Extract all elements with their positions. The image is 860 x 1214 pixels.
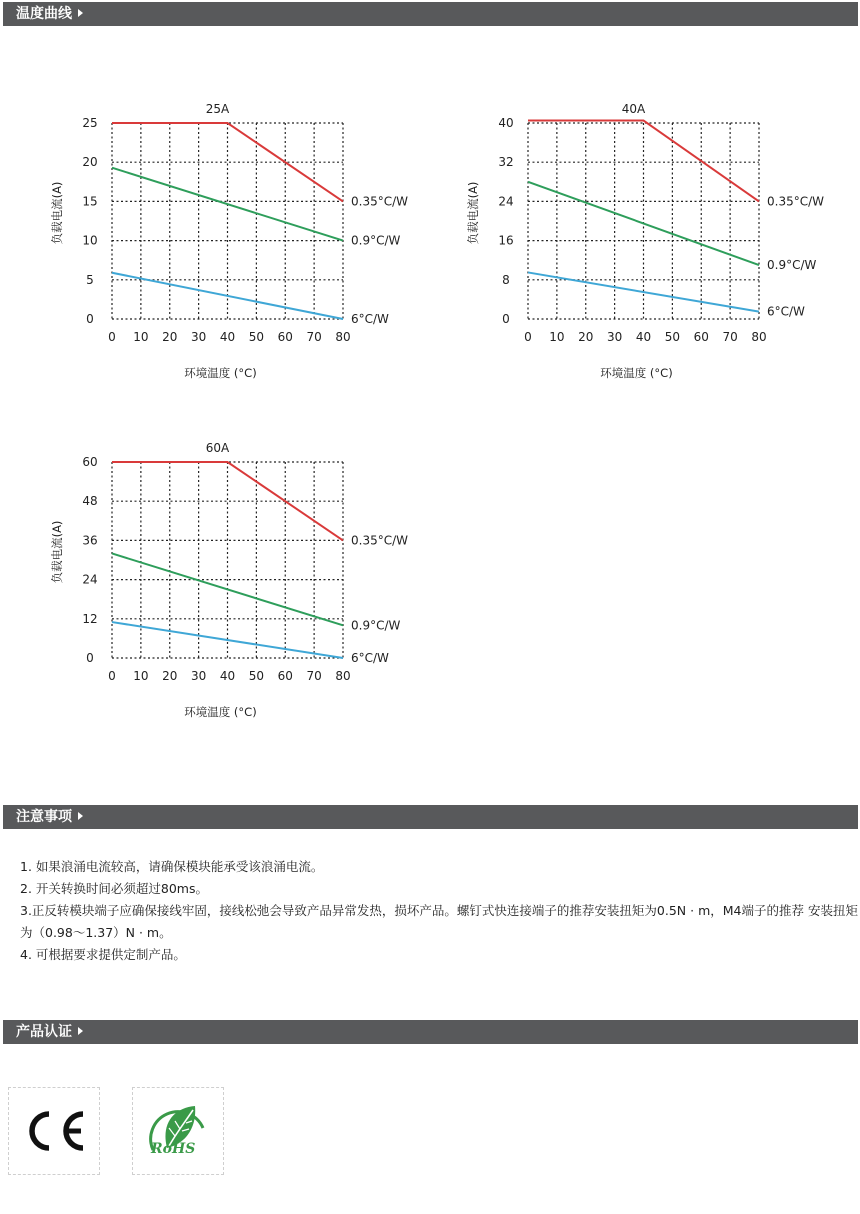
y-tick-label: 40 (498, 116, 514, 130)
series-label: 0.9°C/W (351, 618, 401, 633)
y-tick-label: 24 (82, 572, 98, 587)
y-tick-label: 60 (82, 455, 98, 469)
rohs-cert-box (132, 1087, 224, 1175)
note-item: 2. 开关转换时间必须超过80ms。 (20, 881, 208, 896)
series-line (528, 182, 759, 265)
y-tick-label: 10 (82, 233, 98, 248)
x-tick-label: 70 (306, 669, 322, 683)
y-axis-label: 负载电流(A) (50, 181, 64, 245)
note-item: 3.正反转模块端子应确保接线牢固，接线松弛会导致产品异常发热，损坏产品。螺钉式快连接端子的推荐安装扭矩为0.5N · m，M4端子的推荐 安装扭矩为（0.98～1.37）N · m。 (20, 903, 858, 940)
x-tick-label: 60 (693, 330, 709, 344)
section-title: 产品认证 (16, 1024, 72, 1040)
x-tick-label: 10 (133, 669, 149, 683)
x-tick-label: 0 (524, 330, 532, 344)
section-title: 注意事项 (16, 809, 72, 825)
chart-svg (40, 434, 420, 734)
y-tick-label: 20 (82, 155, 98, 170)
y-axis-label: 负载电流(A) (466, 181, 480, 245)
y-axis-label: 负载电流(A) (50, 520, 64, 584)
x-tick-label: 60 (277, 330, 293, 344)
y-tick-label: 25 (82, 116, 98, 130)
x-tick-label: 20 (162, 669, 178, 683)
section-notes (3, 805, 858, 829)
series-label: 0.9°C/W (351, 233, 401, 248)
chart-25a (40, 95, 420, 399)
x-tick-label: 80 (335, 330, 351, 344)
x-tick-label: 40 (219, 330, 236, 344)
x-axis-label: 环境温度 (°C) (184, 705, 257, 719)
grid (528, 123, 759, 319)
rohs-leaf-icon (133, 1088, 223, 1174)
caret-right-icon (78, 9, 83, 17)
y-tick-label: 12 (82, 611, 98, 626)
y-tick-label: 15 (82, 194, 98, 209)
x-tick-label: 80 (335, 669, 351, 683)
y-tick-label: 8 (502, 272, 510, 287)
series-line (528, 272, 759, 311)
series-line (112, 553, 343, 625)
ce-cert-box (8, 1087, 100, 1175)
y-tick-label: 0 (86, 651, 94, 665)
y-tick-label: 5 (86, 272, 94, 287)
x-tick-label: 30 (190, 330, 207, 344)
caret-right-icon (78, 812, 83, 820)
series-label: 0.9°C/W (767, 258, 817, 273)
note-item: 4. 可根据要求提供定制产品。 (20, 947, 186, 962)
x-tick-label: 50 (248, 669, 265, 683)
chart-title: 25A (205, 102, 230, 116)
y-tick-label: 0 (86, 312, 94, 326)
x-tick-label: 30 (606, 330, 623, 344)
chart-60a (40, 434, 420, 738)
x-axis-label: 环境温度 (°C) (600, 366, 673, 380)
y-tick-label: 0 (502, 312, 510, 326)
x-tick-label: 0 (108, 330, 116, 344)
y-tick-label: 48 (82, 494, 98, 509)
x-tick-label: 20 (578, 330, 594, 344)
series-label: 6°C/W (767, 304, 805, 319)
x-tick-label: 70 (306, 330, 322, 344)
series-label: 6°C/W (351, 312, 389, 326)
x-tick-label: 20 (162, 330, 178, 344)
x-tick-label: 60 (277, 669, 293, 683)
x-tick-label: 10 (549, 330, 565, 344)
note-item: 1. 如果浪涌电流较高，请确保模块能承受该浪涌电流。 (20, 859, 324, 874)
series-label: 0.35°C/W (351, 194, 409, 209)
series-label: 0.35°C/W (767, 194, 825, 209)
x-tick-label: 50 (248, 330, 265, 344)
x-tick-label: 10 (133, 330, 149, 344)
x-tick-label: 50 (664, 330, 681, 344)
rohs-label: RoHS (151, 1141, 196, 1157)
y-tick-label: 16 (498, 233, 514, 248)
ce-mark-icon (9, 1088, 99, 1174)
series-label: 6°C/W (351, 651, 389, 665)
x-tick-label: 40 (635, 330, 652, 344)
chart-title: 60A (205, 441, 230, 455)
section-certification (3, 1020, 858, 1044)
grid (112, 462, 343, 658)
y-tick-label: 36 (82, 533, 98, 548)
chart-svg (40, 95, 420, 395)
x-tick-label: 70 (722, 330, 738, 344)
x-tick-label: 30 (190, 669, 207, 683)
chart-svg (456, 95, 836, 395)
series-label: 0.35°C/W (351, 533, 409, 548)
section-title: 温度曲线 (16, 6, 72, 22)
y-tick-label: 24 (498, 194, 514, 209)
series-line (112, 462, 343, 540)
section-temperature-curve (3, 2, 858, 26)
x-tick-label: 80 (751, 330, 767, 344)
chart-title: 40A (621, 102, 646, 116)
caret-right-icon (78, 1027, 83, 1035)
y-tick-label: 32 (498, 155, 514, 170)
notes-list (20, 856, 858, 966)
chart-40a (456, 95, 836, 399)
x-tick-label: 0 (108, 669, 116, 683)
x-axis-label: 环境温度 (°C) (184, 366, 257, 380)
series-line (112, 123, 343, 201)
x-tick-label: 40 (219, 669, 236, 683)
grid (112, 123, 343, 319)
